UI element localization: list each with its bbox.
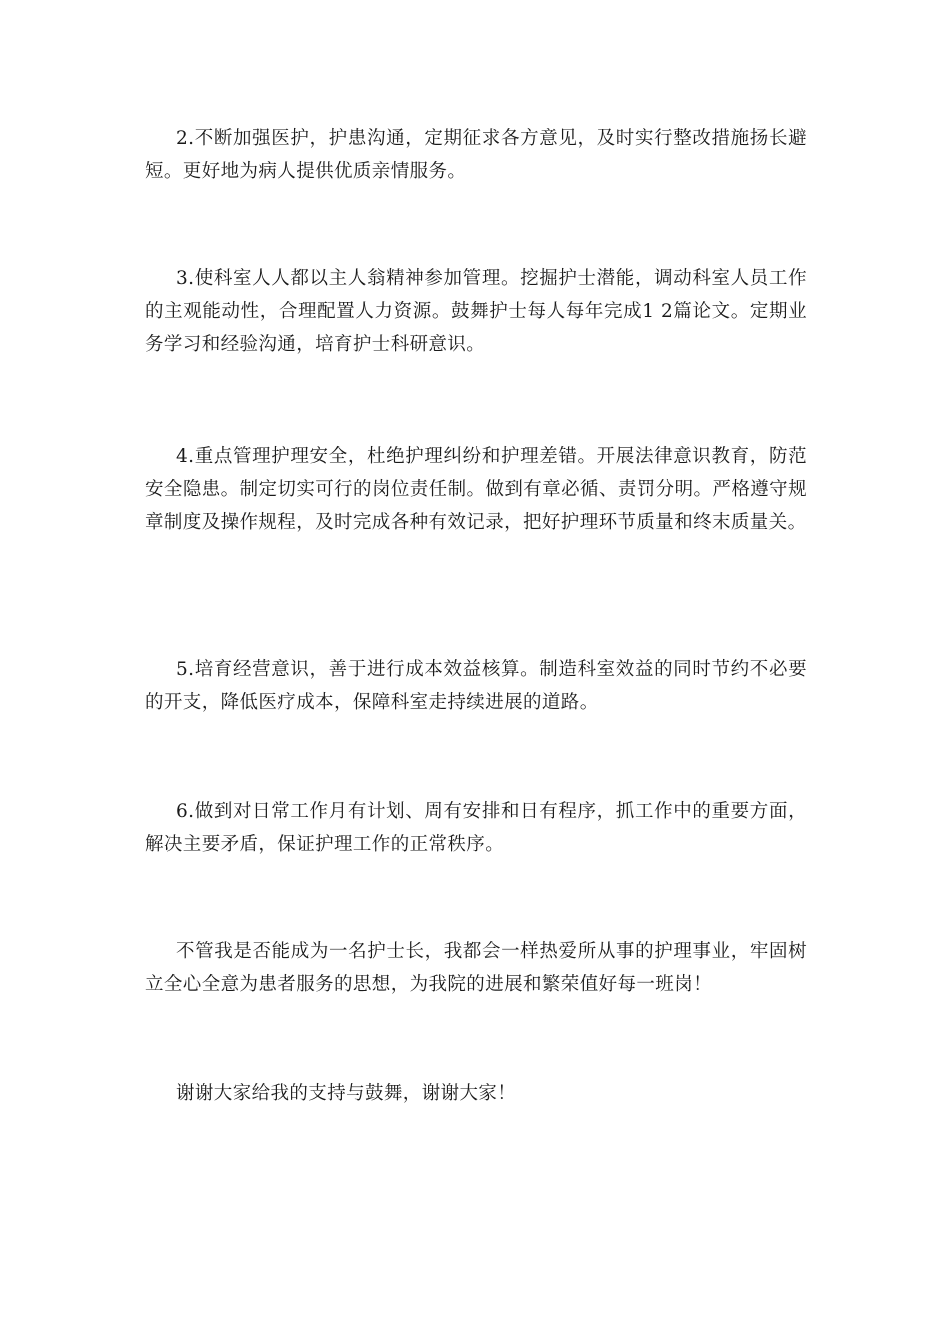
closing-paragraph: 不管我是否能成为一名护士长，我都会一样热爱所从事的护理事业，牢固树立全心全意为患者服务的思想，为我院的进展和繁荣值好每一班岗！	[145, 941, 807, 995]
thanks-paragraph: 谢谢大家给我的支持与鼓舞，谢谢大家！	[176, 1083, 517, 1104]
paragraph-item-6: 6.做到对日常工作月有计划、周有安排和日有程序，抓工作中的重要方面，解决主要矛盾，保证护理工作的正常秩序。	[145, 801, 807, 855]
paragraph-item-4: 4.重点管理护理安全，杜绝护理纠纷和护理差错。开展法律意识教育，防范安全隐患。制定切实可行的岗位责任制。做到有章必循、责罚分明。严格遵守规章制度及操作规程，及时完成各种有效记录，把好护理环节质量和终末质量关。	[145, 446, 807, 533]
paragraph-item-3: 3.使科室人人都以主人翁精神参加管理。挖掘护士潜能，调动科室人员工作的主观能动性，合理配置人力资源。鼓舞护士每人每年完成1 2篇论文。定期业务学习和经验沟通，培育护士科研意识。	[145, 268, 807, 355]
paragraph-item-5: 5.培育经营意识，善于进行成本效益核算。制造科室效益的同时节约不必要的开支，降低医疗成本，保障科室走持续进展的道路。	[145, 659, 807, 713]
paragraph-item-2: 2.不断加强医护，护患沟通，定期征求各方意见，及时实行整改措施扬长避短。更好地为病人提供优质亲情服务。	[145, 128, 807, 182]
